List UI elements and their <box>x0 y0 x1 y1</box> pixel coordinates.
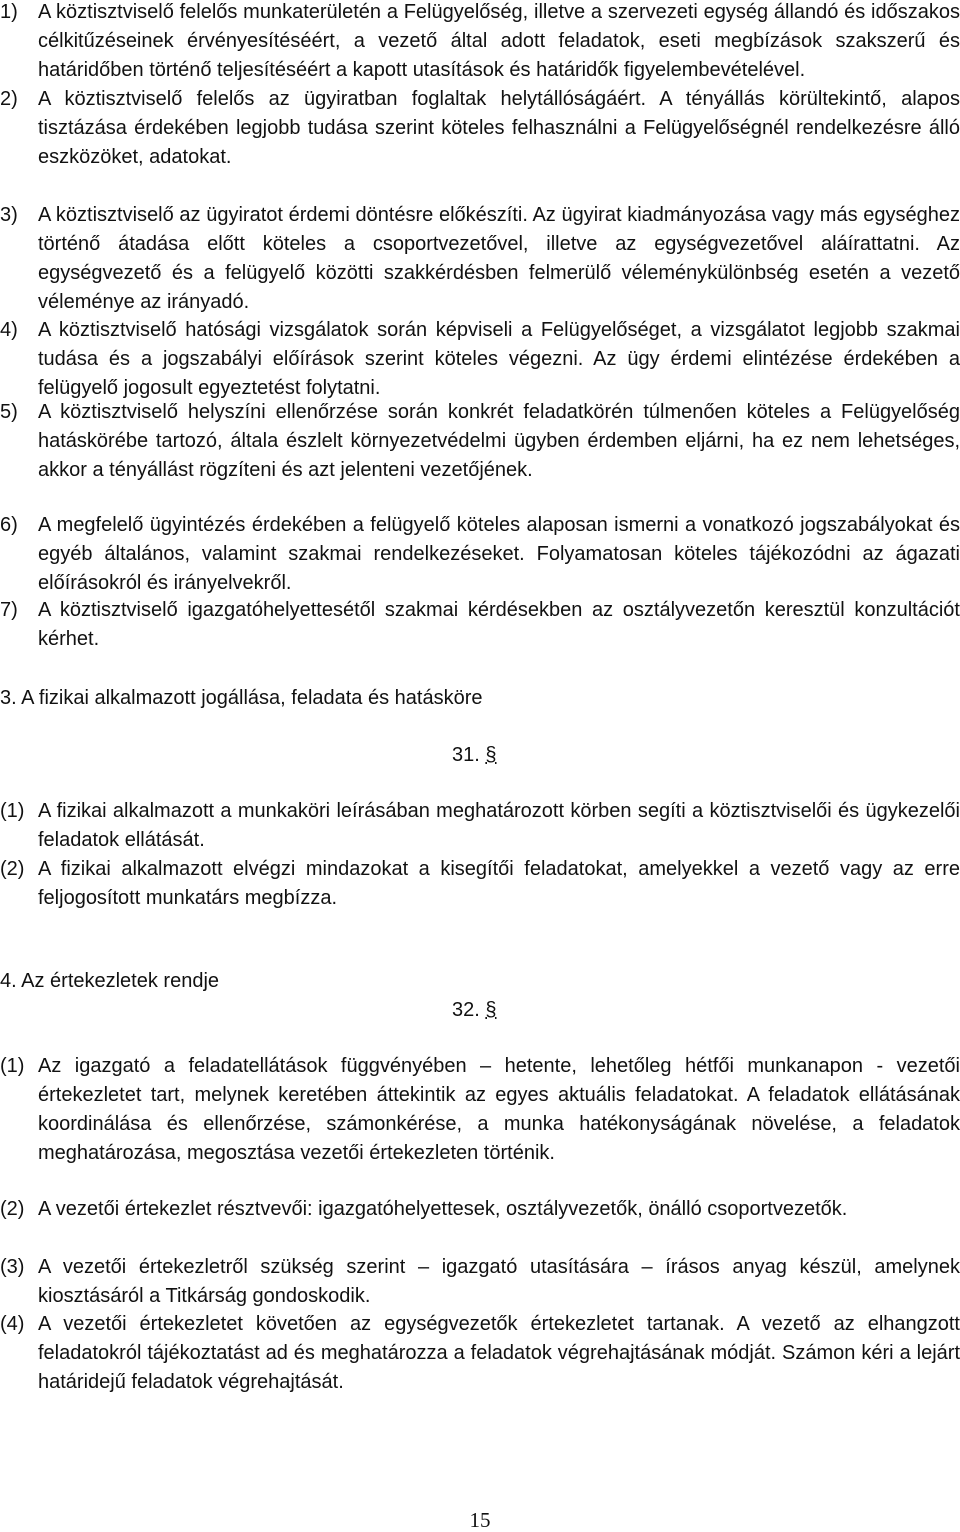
item-number: (2) <box>0 858 25 880</box>
list-item <box>0 596 960 654</box>
list-item <box>0 1052 960 1168</box>
paragraph-symbol: § <box>485 999 497 1021</box>
item-number: (2) <box>0 1198 25 1220</box>
item-text: A vezetői értekezletet követően az egységvezetők értekezletet tartanak. A vezető az elhangzott feladatokról tájékoztatást ad és meghatározza a feladatok végrehajtásának módját. Számon kéri a lejárt határidejű feladatok végrehajtását. <box>38 1313 960 1393</box>
list-item <box>0 1253 960 1311</box>
item-number: (1) <box>0 1055 25 1077</box>
list-item <box>0 85 960 172</box>
item-text: A vezetői értekezletről szükség szerint – igazgató utasítására – írásos anyag készül, amelynek kiosztásáról a Titkárság gondoskodik. <box>38 1256 960 1307</box>
list-item <box>0 511 960 598</box>
section-heading: 4. Az értekezletek rendje <box>0 970 220 992</box>
list-item <box>0 1310 960 1397</box>
item-number: 5) <box>0 401 18 423</box>
item-text: A köztisztviselő felelős az ügyiratban foglaltak helytállóságáért. A tényállás körültekintő, alapos tisztázása érdekében legjobb tudása szerint köteles felhasználni a Felügyelőségnél rendelkezésre álló eszközöket, adatokat. <box>38 88 960 168</box>
item-number: 6) <box>0 514 18 536</box>
item-text: Az igazgató a feladatellátások függvényében – hetente, lehetőleg hétfői munkanapon - vezetői értekezletet tart, melynek keretében áttekintik az egyes aktuális feladatokat. A feladatok ellátásának koordinálása és ellenőrzése, számonkérése, a munka hatékonyságának növelése, a feladatok meghatározása, megosztása vezetői értekezleten történik. <box>38 1055 960 1164</box>
item-text: A köztisztviselő felelős munkaterületén a Felügyelőség, illetve a szervezeti egység állandó és időszakos célkitűzéseinek érvényesítéséért, a vezető által adott feladatok, eseti megbízások szakszerű és határidőben történő teljesítéséért a kapott utasítások és határidők figyelembevételével. <box>38 1 960 81</box>
list-item <box>0 398 960 485</box>
list-item <box>0 855 960 913</box>
item-text: A köztisztviselő hatósági vizsgálatok során képviseli a Felügyelőséget, a vizsgálatot legjobb szakmai tudása és a jogszabályi előírások szerint köteles végezni. Az ügy érdemi elintézése érdekében a felügyelő jogosult egyeztetést folytatni. <box>38 319 960 399</box>
item-text: A köztisztviselő igazgatóhelyettesétől szakmai kérdésekben az osztályvezetőn keresztül konzultációt kérhet. <box>38 599 960 650</box>
section-number-value: 31. <box>452 744 480 766</box>
item-text: A fizikai alkalmazott elvégzi mindazokat a kisegítői feladatokat, amelyekkel a vezető vagy az erre feljogosított munkatárs megbízza. <box>38 858 960 909</box>
list-item <box>0 0 960 85</box>
item-number: 3) <box>0 204 18 226</box>
item-text: A köztisztviselő az ügyiratot érdemi döntésre előkészíti. Az ügyirat kiadmányozása vagy más egységhez történő átadása előtt köteles a csoportvezetővel, illetve az egységvezetővel aláírattatni. Az egységvezető és a felügyelő közötti szakkérdésben felmerülő véleménykülönbség esetén a vezető véleménye az irányadó. <box>38 204 960 313</box>
item-number: (1) <box>0 800 25 822</box>
item-text: A köztisztviselő helyszíni ellenőrzése során konkrét feladatkörén túlmenően köteles a Felügyelőség hatáskörébe tartozó, általa észlelt környezetvédelmi ügyben érdemben eljárni, ha ez nem lehetséges, akkor a tényállást rögzíteni és azt jelenteni vezetőjének. <box>38 401 960 481</box>
section-number <box>452 996 497 1025</box>
item-number: 1) <box>0 1 18 23</box>
paragraph-symbol: § <box>485 744 497 766</box>
item-number: 4) <box>0 319 18 341</box>
item-text: A megfelelő ügyintézés érdekében a felügyelő köteles alaposan ismerni a vonatkozó jogszabályokat és egyéb általános, valamint szakmai rendelkezéseket. Folyamatosan köteles tájékozódni az ágazati előírásokról és irányelvekről. <box>38 514 960 594</box>
page-number: 15 <box>469 1508 491 1532</box>
item-text: A vezetői értekezlet résztvevői: igazgatóhelyettesek, osztályvezetők, önálló csoportvezetők. <box>38 1198 848 1220</box>
list-item <box>0 1195 960 1224</box>
item-number: 7) <box>0 599 18 621</box>
list-item <box>0 201 960 317</box>
item-number: 2) <box>0 88 18 110</box>
section-heading: 3. A fizikai alkalmazott jogállása, feladata és hatásköre <box>0 687 483 709</box>
item-number: (4) <box>0 1313 25 1335</box>
section-number-value: 32. <box>452 999 480 1021</box>
section-number <box>452 741 497 770</box>
list-item <box>0 316 960 403</box>
item-text: A fizikai alkalmazott a munkaköri leírásában meghatározott körben segíti a köztisztviselői és ügykezelői feladatok ellátását. <box>38 800 960 851</box>
list-item <box>0 797 960 855</box>
item-number: (3) <box>0 1256 25 1278</box>
